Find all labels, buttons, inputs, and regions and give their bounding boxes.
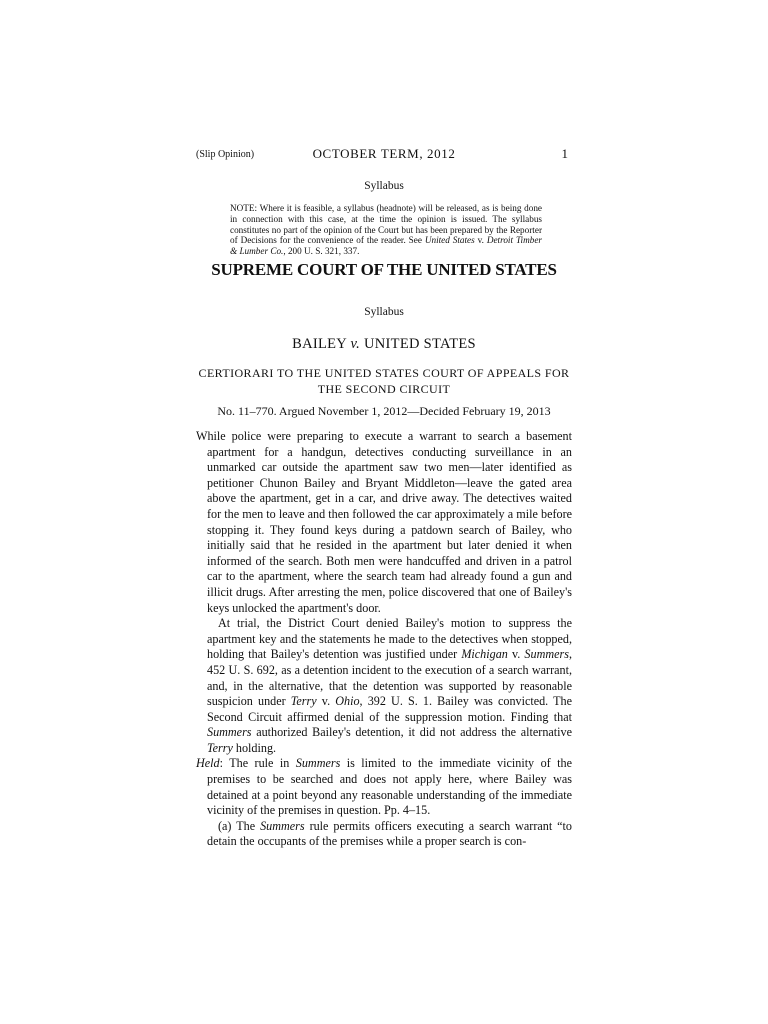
text-run: , 392 U. S. 1. Bailey was convicted. The Second Circuit affirmed denial of the suppression motion. Finding that (207, 694, 573, 724)
note-case-name-2: Detroit Timber & Lumber Co. (230, 235, 542, 257)
court-title: SUPREME COURT OF THE UNITED STATES (211, 260, 557, 279)
certiorari-line-2: THE SECOND CIRCUIT (317, 381, 451, 396)
case-name: Terry (290, 694, 317, 709)
case-title (196, 336, 572, 353)
case-name: Summers (207, 725, 252, 740)
slip-opinion-label: (Slip Opinion) (196, 149, 255, 160)
text-run: At trial, the District Court denied Bailey's motion to suppress the apartment key and the statements he made to the detectives when stopped, holding that Bailey's detention was justified under (207, 616, 572, 662)
text-run: holding. (232, 740, 277, 755)
text-run: : The rule in (219, 756, 296, 771)
point-a-paragraph (196, 819, 572, 850)
case-name: Summers (295, 756, 341, 771)
certiorari-line-1: CERTIORARI TO THE UNITED STATES COURT OF APPEALS FOR (198, 366, 570, 380)
text-run: , 452 U. S. 692, as a detention incident to the execution of a search warrant, and, in the alternative, that the detention was supported by reasonable suspicion under (207, 647, 572, 709)
text-run: authorized Bailey's detention, it did not address the alternative (251, 725, 572, 740)
running-header (196, 146, 572, 166)
held-label: Held (196, 756, 220, 771)
text-run: is limited to the immediate vicinity of the premises to be searched and does not apply here, where Bailey was detained at a point beyond any reasonable understanding of the immediate vicinity of the premises in question. Pp. 4–15. (207, 756, 572, 818)
case-name: Summers (260, 818, 305, 833)
case-name: Michigan (461, 647, 508, 662)
text-run: v. (316, 694, 336, 709)
case-versus: v. (350, 336, 361, 352)
term-label: OCTOBER TERM, 2012 (312, 146, 456, 161)
text-run: (a) The (218, 818, 261, 833)
text-run: v. (507, 647, 525, 662)
syllabus-body (196, 429, 572, 850)
case-name: Terry (207, 740, 233, 755)
note-versus: v. (474, 235, 487, 246)
facts-paragraph: While police were preparing to execute a warrant to search a basement apartment for a handgun, detectives conducting surveillance in an unmarked car outside the apartment saw two men—later identified as petitioner Chunon Bailey and Bryant Middleton—leave the gated area above the apartment, get in a car, and drive away. The detectives waited for the men to leave and then followed the car approximately a mile before stopping it. They found keys during a patdown search of Bailey, who initially said that he resided in the apartment but later denied it when informed of the search. Both men were handcuffed and driven in a patrol car to the apartment, where the search team had already found a gun and illicit drugs. After arresting the men, police discovered that one of Bailey's keys unlocked the apartment's door. (196, 429, 572, 615)
note-text: NOTE: Where it is feasible, a syllabus (headnote) will be released, as is being done in connection with this case, at the time the opinion is issued. The syllabus constitutes no part of the opinion of the Court but has been prepared by the Reporter of Decisions for the convenience of the reader. See (230, 203, 542, 246)
text-run: rule permits officers executing a search warrant “to detain the occupants of the premises while a proper search is con- (207, 818, 572, 849)
procedural-paragraph (196, 616, 572, 756)
case-name: Summers (524, 647, 569, 662)
page-number: 1 (561, 146, 568, 161)
note-case-name: United States (424, 235, 475, 246)
syllabus-label: Syllabus (364, 306, 404, 318)
certiorari-heading (196, 366, 572, 397)
note-citation: , 200 U. S. 321, 337. (283, 246, 360, 257)
case-party-1: BAILEY (292, 336, 351, 352)
case-name: Ohio (335, 694, 360, 709)
reporter-note (230, 203, 542, 257)
held-paragraph (196, 756, 572, 818)
docket-line: No. 11–770. Argued November 1, 2012—Decided February 19, 2013 (217, 404, 551, 418)
syllabus-label-top: Syllabus (364, 180, 404, 192)
case-party-2: UNITED STATES (360, 336, 476, 352)
